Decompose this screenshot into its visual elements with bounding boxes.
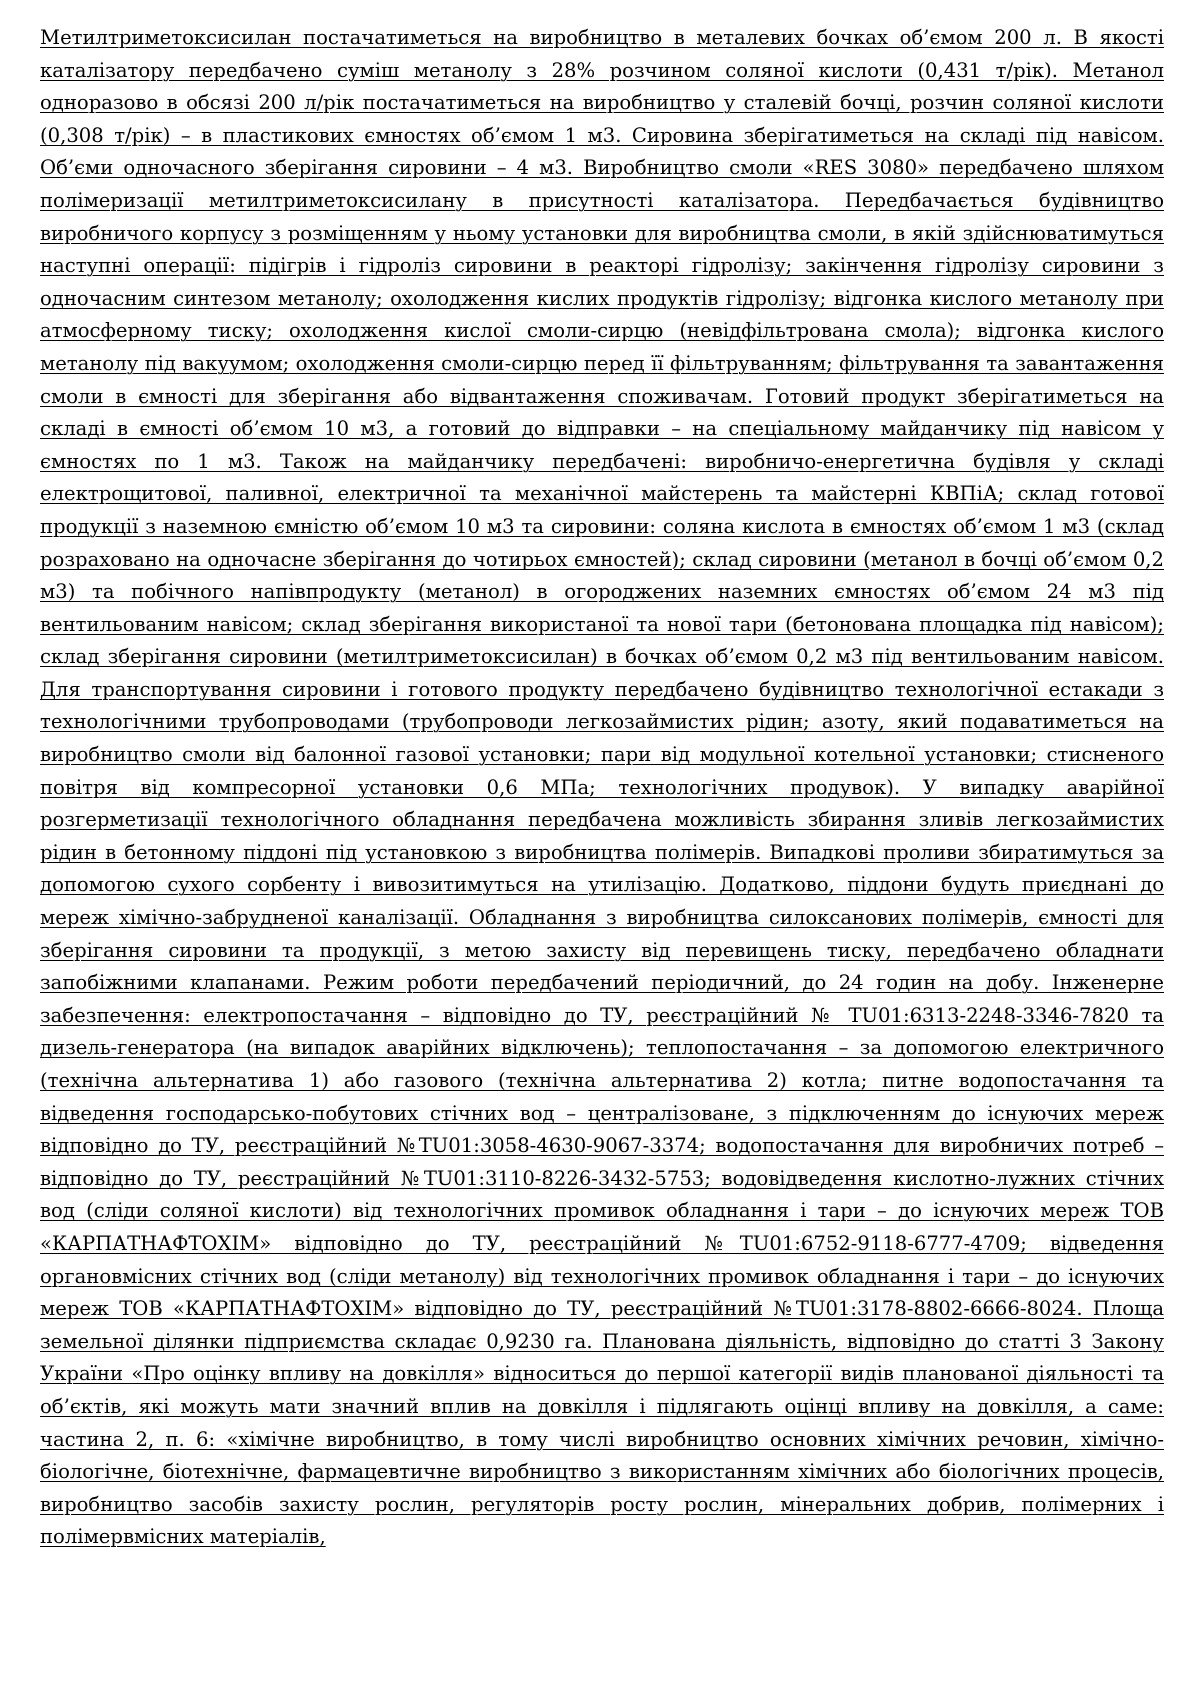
body-paragraph: Метилтриметоксисилан постачатиметься на виробництво в металевих бочках об’ємом 200 л. В якості каталізатору передбачено суміш метанолу з 28% розчином соляної кислоти (0,431 т/рік). Метанол одноразово в обсязі 200 л/рік постачатиметься на виробництво у сталевій бочці, розчин соляної кислоти (0,308 т/рік) – в пластикових ємностях об’ємом 1 м3. Сировина зберігатиметься на складі під навісом. Об’єми одночасного зберігання сировини – 4 м3. Виробництво смоли «RES 3080» передбачено шляхом полімеризації метилтриметоксисилану в присутності каталізатора. Передбачається будівництво виробничого корпусу з розміщенням у ньому установки для виробництва смоли, в якій здійснюватимуться наступні операції: підігрів і гідроліз сировини в реакторі гідролізу; закінчення гідролізу сировини з одночасним синтезом метанолу; охолодження кислих продуктів гідролізу; відгонка кислого метанолу при атмосферному тиску; охолодження кислої смоли-сирцю (невідфільтрована смола); відгонка кислого метанолу під вакуумом; охолодження смоли-сирцю перед її фільтруванням; фільтрування та завантаження смоли в ємності для зберігання або відвантаження споживачам. Готовий продукт зберігатиметься на складі в ємності об’ємом 10 м3, а готовий до відправки – на спеціальному майданчику під навісом у ємностях по 1 м3. Також на майданчику передбачені: виробничо-енергетична будівля у складі електрощитової, паливної, електричної та механічної майстерень та майстерні КВПіА; склад готової продукції з наземною ємністю об’ємом 10 м3 та сировини: соляна кислота в ємностях об’ємом 1 м3 (склад розраховано на одночасне зберігання до чотирьох ємностей); склад сировини (метанол в бочці об’ємом 0,2 м3) та побічного напівпродукту (метанол) в огороджених наземних ємностях об’ємом 24 м3 під вентильованим навісом; склад зберігання використаної та нової тари (бетонована площадка під навісом); склад зберігання сировини (метилтриметоксисилан) в бочках об’ємом 0,2 м3 під вентильованим навісом. Для транспортування сировини і готового продукту передбачено будівництво технологічної естакади з технологічними трубопроводами (трубопроводи легкозаймистих рідин; азоту, який подаватиметься на виробництво смоли від балонної газової установки; пари від модульної котельної установки; стисненого повітря від компресорної установки 0,6 МПа; технологічних продувок). У випадку аварійної розгерметизації технологічного обладнання передбачена можливість збирання зливів легкозаймистих рідин в бетонному піддоні під установкою з виробництва полімерів. Випадкові проливи збиратимуться за допомогою сухого сорбенту і вивозитимуться на утилізацію. Додатково, піддони будуть приєднані до мереж хімічно-забрудненої каналізації. Обладнання з виробництва силоксанових полімерів, ємності для зберігання сировини та продукції, з метою захисту від перевищень тиску, передбачено обладнати запобіжними клапанами. Режим роботи передбачений періодичний, до 24 годин на добу. Інженерне забезпечення: електропостачання – відповідно до ТУ, реєстраційний № TU01:6313-2248-3346-7820 та дизель-генератора (на випадок аварійних відключень); теплопостачання – за допомогою електричного (технічна альтернатива 1) або газового (технічна альтернатива 2) котла; питне водопостачання та відведення господарсько-побутових стічних вод – централізоване, з підключенням до існуючих мереж відповідно до ТУ, реєстраційний №TU01:3058-4630-9067-3374; водопостачання для виробничих потреб – відповідно до ТУ, реєстраційний №TU01:3110-8226-3432-5753; водовідведення кислотно-лужних стічних вод (сліди соляної кислоти) від технологічних промивок обладнання і тари – до існуючих мереж ТОВ «КАРПАТНАФТОХІМ» відповідно до ТУ, реєстраційний №TU01:6752-9118-6777-4709; відведення органовмісних стічних вод (сліди метанолу) від технологічних промивок обладнання і тари – до існуючих мереж ТОВ «КАРПАТНАФТОХІМ» відповідно до ТУ, реєстраційний №TU01:3178-8802-6666-8024. Площа земельної ділянки підприємства складає 0,9230 га. Планована діяльність, відповідно до статті 3 Закону України «Про оцінку впливу на довкілля» відноситься до першої категорії видів планованої діяльності та об’єктів, які можуть мати значний вплив на довкілля і підлягають оцінці впливу на довкілля, а саме: частина 2, п. 6: «хімічне виробництво, в тому числі виробництво основних хімічних речовин, хімічно-біологічне, біотехнічне, фармацевтичне виробництво з використанням хімічних або біологічних процесів, виробництво засобів захисту рослин, регуляторів росту рослин, мінеральних добрив, полімерних і полімервмісних матеріалів, — [40, 26, 1164, 1549]
